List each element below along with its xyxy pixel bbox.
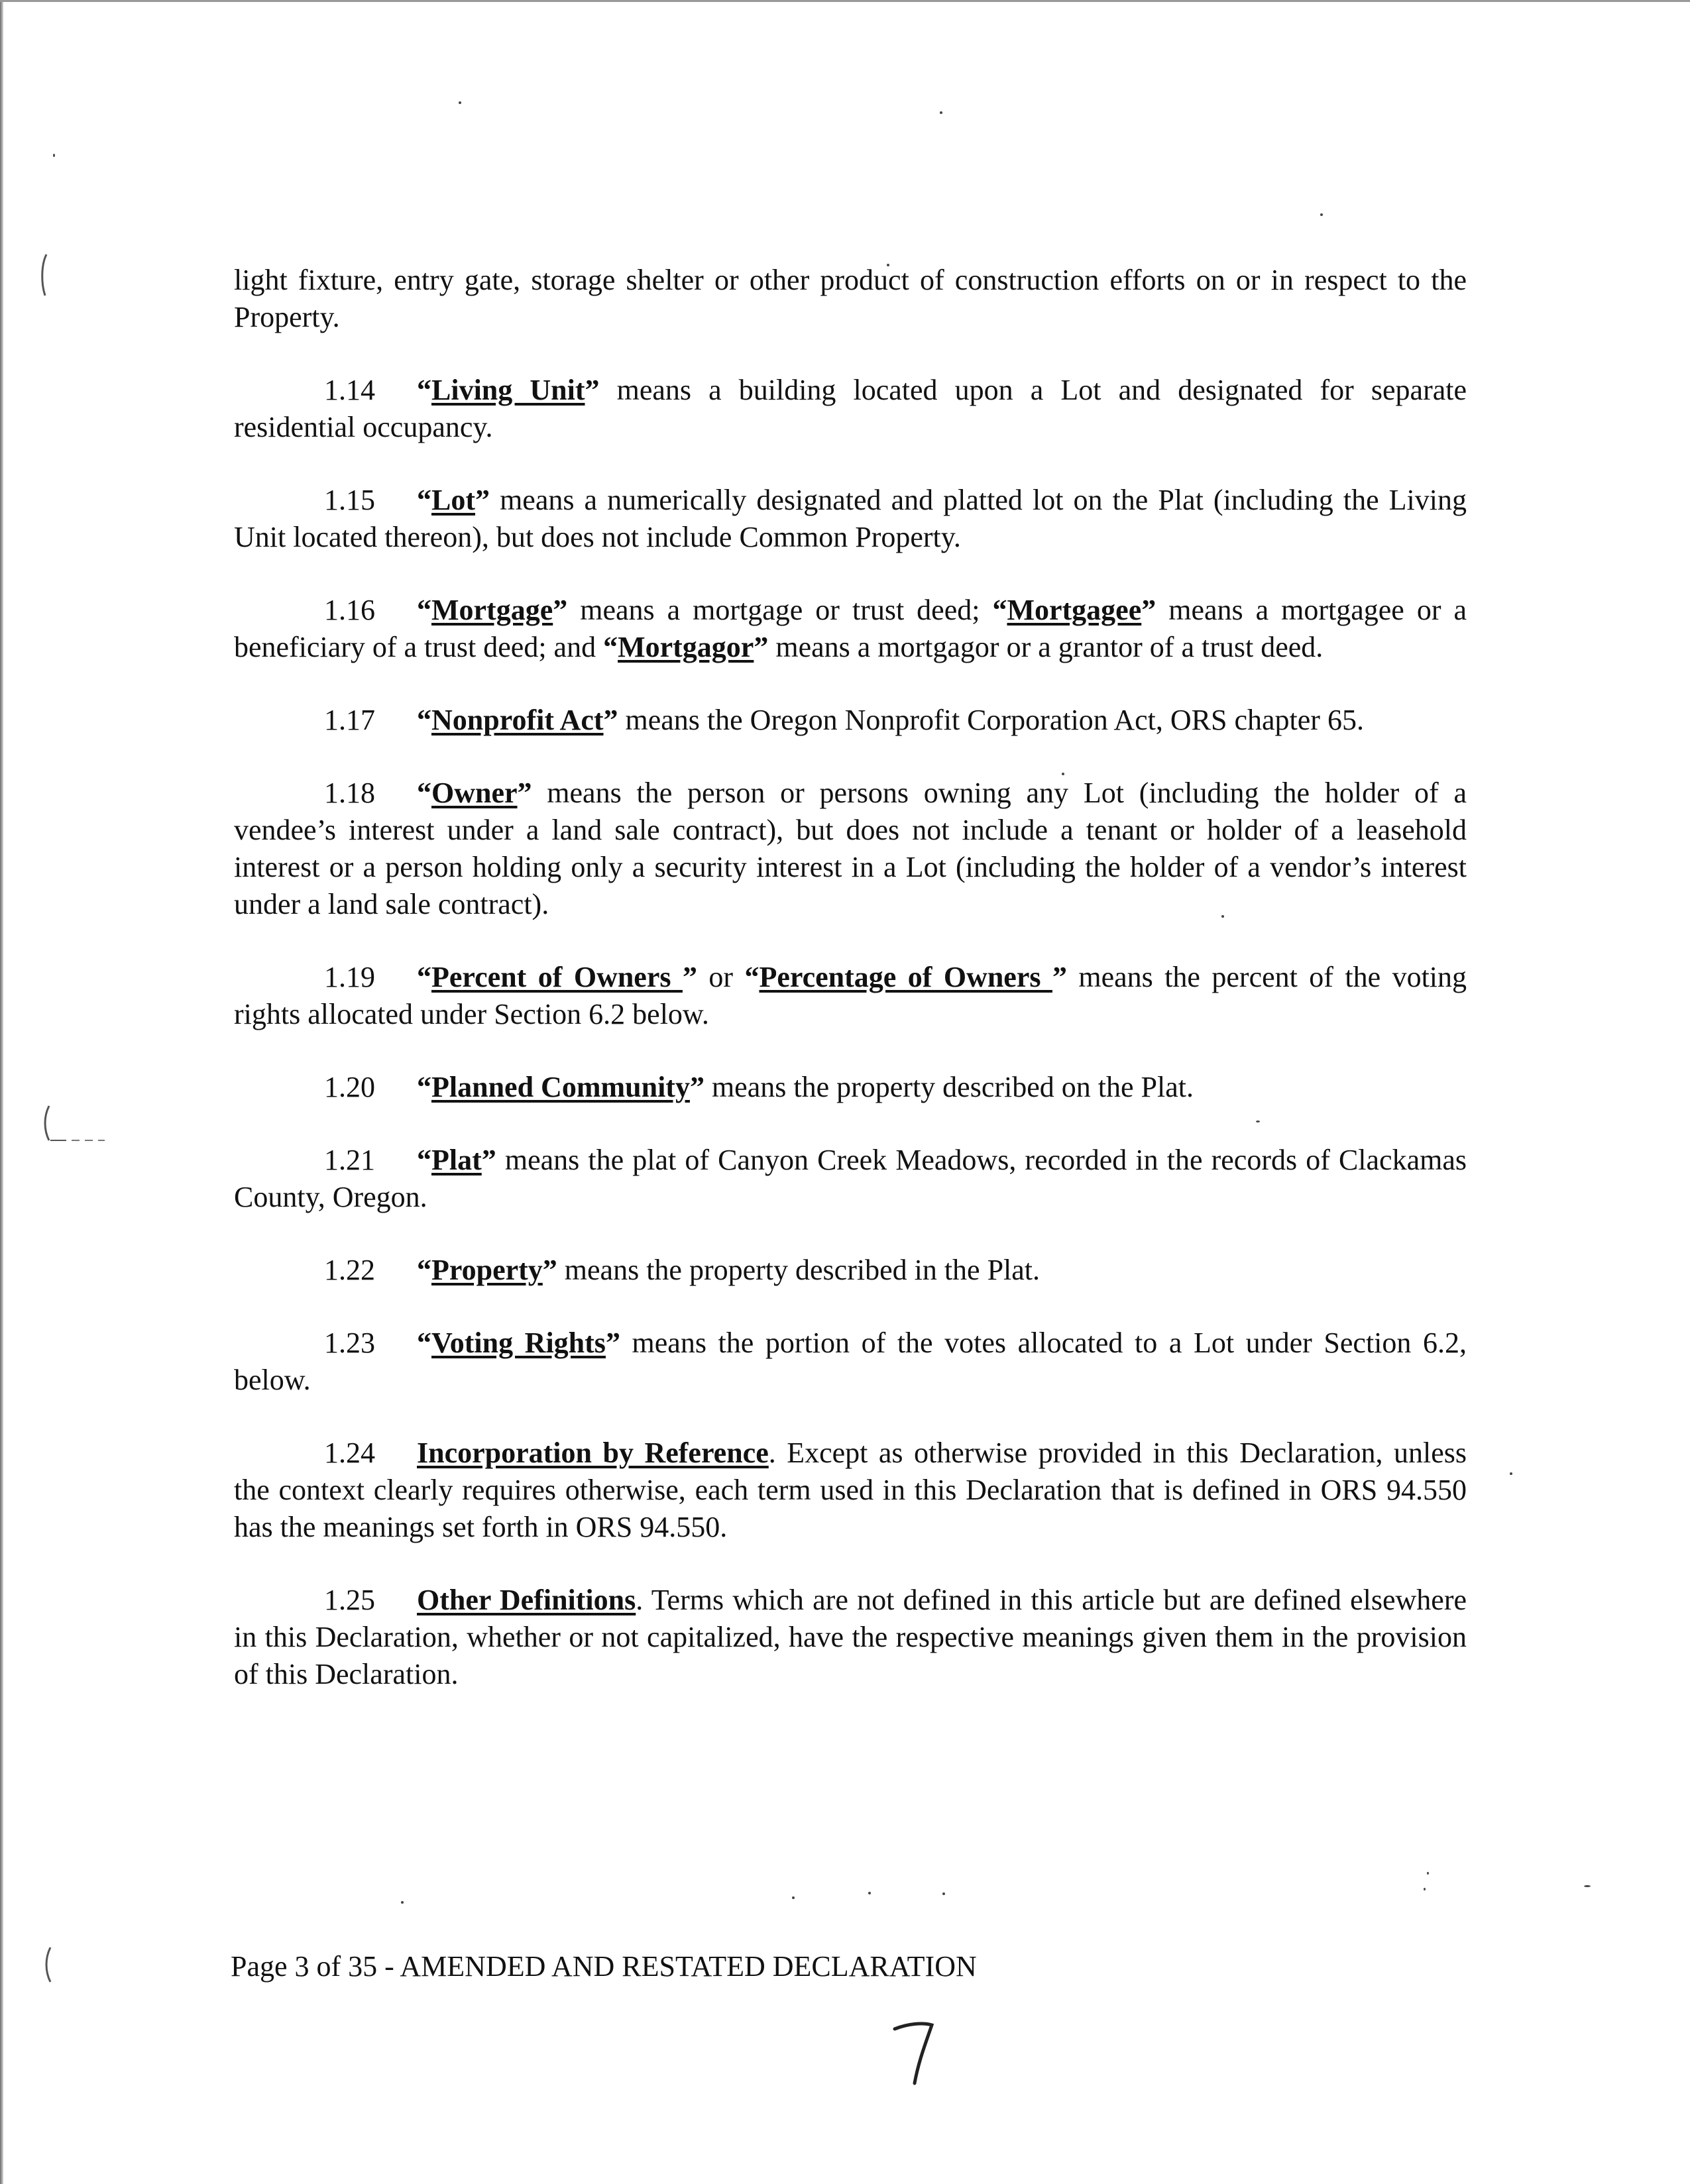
section-number: 1.22 — [324, 1254, 375, 1286]
margin-bracket-mark — [37, 252, 64, 298]
section-number: 1.14 — [324, 374, 375, 406]
definition-1-20 — [234, 1069, 1467, 1106]
defined-term: “Percent of Owners ” — [417, 961, 697, 993]
defined-term: “Mortgagee” — [992, 594, 1156, 626]
definition-text: means a building located upon a Lot and designated for separate residential occupancy. — [234, 374, 1467, 443]
scan-speck — [942, 1892, 945, 1895]
scan-speck — [1320, 213, 1323, 216]
defined-term: “Owner” — [417, 777, 532, 809]
section-text: . Terms which are not defined in this article but are defined elsewhere in this Declaration, whether or not capitalized, have the respective meanings given them in the provision of this Declaration. — [234, 1584, 1467, 1690]
definition-text: means the percent of the voting rights allocated under Section 6.2 below. — [234, 961, 1467, 1030]
scan-edge-top — [0, 0, 1690, 2]
scan-speck — [53, 154, 55, 157]
page-footer: Page 3 of 35 - AMENDED AND RESTATED DECLARATION — [231, 1950, 977, 1983]
definition-text: means the portion of the votes allocated to a Lot under Section 6.2, below. — [234, 1327, 1467, 1396]
definition-text: means the plat of Canyon Creek Meadows, recorded in the records of Clackamas County, Oregon. — [234, 1144, 1467, 1213]
section-number: 1.18 — [324, 777, 375, 809]
definition-text: means a mortgage or trust deed; — [567, 594, 993, 626]
defined-term: “Mortgagor” — [603, 631, 769, 663]
definition-1-15 — [234, 482, 1467, 556]
definition-text: means the Oregon Nonprofit Corporation Act, ORS chapter 65. — [618, 704, 1364, 736]
definition-text: means a numerically designated and platted lot on the Plat (including the Living Unit located thereon), but does not include Common Property. — [234, 484, 1467, 553]
section-heading: Other Definitions — [417, 1584, 636, 1616]
defined-term: “Property” — [417, 1254, 557, 1286]
scan-speck — [401, 1901, 404, 1904]
defined-term: “Nonprofit Act” — [417, 704, 618, 736]
definition-text: means the property described in the Plat. — [557, 1254, 1041, 1286]
defined-term: “Living Unit” — [417, 374, 600, 406]
intro-paragraph: light fixture, entry gate, storage shelter or other product of construction efforts on or in respect to the Property. — [234, 264, 1467, 333]
section-number: 1.17 — [324, 704, 375, 736]
definition-1-14 — [234, 372, 1467, 446]
section-number: 1.21 — [324, 1144, 375, 1176]
section-1-25 — [234, 1582, 1467, 1693]
defined-term: “Lot” — [417, 484, 490, 516]
margin-bracket-mark — [40, 1103, 113, 1143]
definition-1-22 — [234, 1252, 1467, 1289]
section-heading: Incorporation by Reference — [417, 1437, 769, 1469]
defined-term: “Percentage of Owners ” — [744, 961, 1067, 993]
section-number: 1.19 — [324, 961, 375, 993]
scan-speck — [868, 1892, 871, 1894]
definition-text: means a mortgagee or a beneficiary of a trust deed; and — [234, 594, 1467, 663]
handwritten-page-number — [888, 2014, 941, 2087]
sections-list — [234, 1435, 1467, 1693]
definition-1-19 — [234, 959, 1467, 1033]
section-number: 1.16 — [324, 594, 375, 626]
section-number: 1.15 — [324, 484, 375, 516]
section-1-24 — [234, 1435, 1467, 1546]
defined-term: “Plat” — [417, 1144, 496, 1176]
section-number: 1.20 — [324, 1071, 375, 1103]
definition-text: means the property described on the Plat. — [704, 1071, 1194, 1103]
scan-speck — [459, 101, 461, 104]
definition-1-18 — [234, 775, 1467, 923]
defined-term: “Voting Rights” — [417, 1327, 620, 1359]
scan-speck — [1584, 1885, 1591, 1887]
section-text: . Except as otherwise provided in this Declaration, unless the context clearly requires otherwise, each term used in this Declaration that is defined in ORS 94.550 has the meanings set forth in ORS 94.550. — [234, 1437, 1467, 1543]
defined-term: “Planned Community” — [417, 1071, 704, 1103]
scan-speck — [792, 1896, 795, 1899]
definition-1-21 — [234, 1142, 1467, 1216]
defined-term: “Mortgage” — [417, 594, 568, 626]
margin-bracket-mark — [41, 1945, 61, 1985]
section-number: 1.25 — [324, 1584, 375, 1616]
document-body — [234, 262, 1467, 1729]
definition-1-23 — [234, 1325, 1467, 1399]
scan-speck — [1510, 1472, 1512, 1475]
definition-1-17 — [234, 702, 1467, 739]
definition-text: means a mortgagor or a grantor of a trust deed. — [768, 631, 1324, 663]
definitions-list — [234, 372, 1467, 1399]
definition-text: or — [697, 961, 745, 993]
scan-edge — [0, 0, 3, 2184]
scan-speck — [1424, 1888, 1426, 1890]
scan-speck — [1427, 1872, 1429, 1875]
section-number: 1.23 — [324, 1327, 375, 1359]
definition-text: means the person or persons owning any Lot (including the holder of a vendee’s interest under a land sale contract), but does not include a tenant or holder of a leasehold interest or a person holding only a security interest in a Lot (including the holder of a vendor’s interest under a land sale contract). — [234, 777, 1467, 920]
section-number: 1.24 — [324, 1437, 375, 1469]
definition-1-16 — [234, 592, 1467, 666]
scan-speck — [940, 111, 942, 114]
